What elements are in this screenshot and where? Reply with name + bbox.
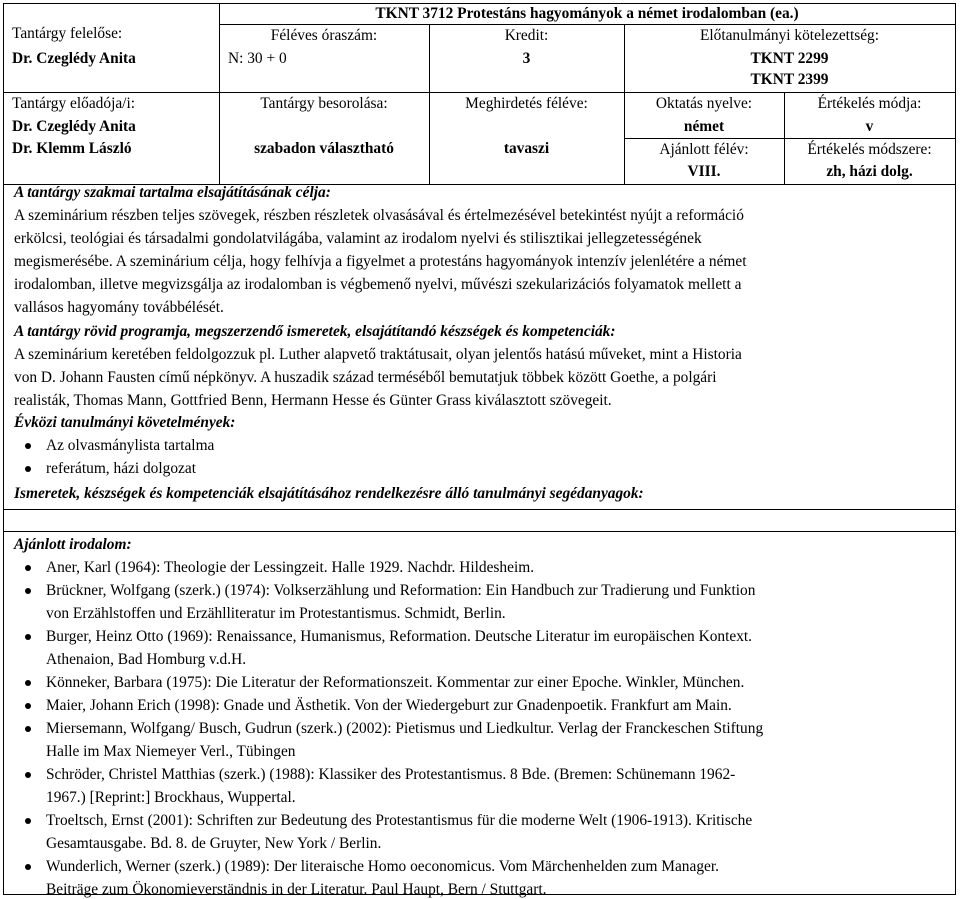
program-heading: A tantárgy rövid programja, megszerzendő ismeretek, elsajátítandó készségek és kompetenciák: xyxy=(14,323,616,340)
program-line: A szeminárium keretében feldolgozzuk pl. Luther alapvető traktátusait, olyan jelentős hatású műveket, mint a Historia xyxy=(14,346,742,363)
divider xyxy=(4,509,955,510)
bullet-icon xyxy=(25,818,31,824)
prereq-value: TKNT 2399 xyxy=(750,71,829,88)
bullet-icon xyxy=(25,634,31,640)
materials-section xyxy=(14,484,949,503)
divider xyxy=(4,531,955,532)
credit-label: Kredit: xyxy=(504,27,549,44)
bullet-icon xyxy=(25,772,31,778)
goal-section xyxy=(14,183,949,317)
bullet-icon xyxy=(25,466,31,472)
course-sheet xyxy=(3,3,956,898)
list-item: Burger, Heinz Otto (1969): Renaissance, Humanismus, Reformation. Deutsche Literatur im europäischen Kontext. Athenaion, Bad Homburg v.d.H. xyxy=(14,627,949,669)
recommended-label: Ajánlott félév: xyxy=(659,141,749,158)
list-item: Brückner, Wolfgang (szerk.) (1974): Volkserzählung und Reformation: Ein Handbuch zur Tradierung und Funktion von Erzählstoffen und Erzählliteratur im Protestantismus. Schmidt, Berlin. xyxy=(14,581,949,623)
list-item: Schröder, Christel Matthias (szerk.) (1988): Klassiker des Protestantismus. 8 Bde. (Bremen: Schünemann 1962- 1967.) [Reprint:] Brockhaus, Wuppertal. xyxy=(14,765,949,807)
bullet-icon xyxy=(25,565,31,571)
requirements-heading: Évközi tanulmányi követelmények: xyxy=(14,414,236,431)
list-item: Aner, Karl (1964): Theologie der Lessingzeit. Halle 1929. Nachdr. Hildesheim. xyxy=(14,558,949,577)
program-line: realisták, Thomas Mann, Gottfried Benn, Hermann Hesse és Günter Grass kiválasztott szövegeit. xyxy=(14,392,612,409)
divider xyxy=(624,138,955,139)
semester-label: Meghirdetés féléve: xyxy=(465,95,588,112)
goal-heading: A tantárgy szakmai tartalma elsajátításának célja: xyxy=(14,184,331,201)
materials-heading: Ismeretek, készségek és kompetenciák elsajátításához rendelkezésre álló tanulmányi segédanyagok: xyxy=(14,485,644,502)
responsible-name: Dr. Czeglédy Anita xyxy=(12,50,136,67)
program-line: von D. Johann Fausten című népkönyv. A huszadik század terméséből bemutatjuk többek között Goethe, a polgári xyxy=(14,369,717,386)
semester-value: tavaszi xyxy=(503,140,550,157)
bullet-icon xyxy=(25,864,31,870)
prereq-label: Előtanulmányi kötelezettség: xyxy=(699,27,880,44)
bullet-icon xyxy=(25,588,31,594)
list-item: referátum, házi dolgozat xyxy=(14,459,949,478)
goal-line: irodalomban, illetve megvizsgálja az irodalomban is végbemenő nyelvi, művészi szekularizációs folyamatok mellett a xyxy=(14,276,742,293)
list-item: Miersemann, Wolfgang/ Busch, Gudrun (szerk.) (2002): Pietismus und Liedkultur. Verlag der Franckeschen Stiftung Halle im Max Niemeyer Verl., Tübingen xyxy=(14,719,949,761)
goal-line: vallásos hagyomány továbbélését. xyxy=(14,299,224,316)
course-title: TKNT 3712 Protestáns hagyományok a német irodalomban (ea.) xyxy=(375,5,799,22)
bullet-icon xyxy=(25,680,31,686)
recommended-value: VIII. xyxy=(687,163,721,180)
course-header-table xyxy=(4,4,955,185)
bullet-icon xyxy=(25,443,31,449)
bullet-icon xyxy=(25,726,31,732)
literature-section xyxy=(14,535,949,899)
prereq-value: TKNT 2299 xyxy=(750,50,829,67)
lecturer-name: Dr. Klemm László xyxy=(12,140,132,157)
literature-list xyxy=(14,558,949,899)
divider xyxy=(219,24,955,25)
language-value: német xyxy=(683,118,725,135)
bullet-icon xyxy=(25,703,31,709)
list-item: Troeltsch, Ernst (2001): Schriften zur Bedeutung des Protestantismus für die moderne Welt (1906-1913). Kritische Gesamtausgabe. Bd. 8. de Gruyter, New York / Berlin. xyxy=(14,811,949,853)
goal-line: erkölcsi, teológiai és társadalmi gondolatvilágába, valamint az irodalom nyelvi és stilisztikai jellegzetességének xyxy=(14,230,702,247)
classification-label: Tantárgy besorolása: xyxy=(260,95,388,112)
lecturer-name: Dr. Czeglédy Anita xyxy=(12,118,136,135)
requirements-section xyxy=(14,413,949,478)
program-section xyxy=(14,322,949,410)
list-item: Wunderlich, Werner (szerk.) (1989): Der literaische Homo oeconomicus. Vom Märchenhelden zum Manager. Beiträge zum Ökonomieverständnis in der Literatur. Paul Haupt, Bern / Stuttgart. xyxy=(14,857,949,899)
goal-line: megismerésébe. A szeminárium célja, hogy felhívja a figyelmet a protestáns hagyományok intenzív jelenlétére a német xyxy=(14,253,747,270)
eval-method-value: zh, házi dolg. xyxy=(826,163,913,180)
hours-label: Féléves óraszám: xyxy=(270,27,378,44)
literature-heading: Ajánlott irodalom: xyxy=(14,536,132,553)
eval-mode-label: Értékelés módja: xyxy=(817,95,922,112)
responsible-label: Tantárgy felelőse: xyxy=(12,25,123,42)
goal-line: A szeminárium részben teljes szövegek, részben részletek olvasásával és értelmezésével betekintést nyújt a reformáció xyxy=(14,207,744,224)
list-item: Könneker, Barbara (1975): Die Literatur der Reformationszeit. Kommentar zur einer Epoche. Winkler, München. xyxy=(14,673,949,692)
requirements-list xyxy=(14,436,949,478)
lecturer-label: Tantárgy előadója/i: xyxy=(12,95,136,112)
classification-value: szabadon választható xyxy=(254,140,394,157)
eval-method-label: Értékelés módszere: xyxy=(807,141,932,158)
list-item: Az olvasmánylista tartalma xyxy=(14,436,949,455)
divider xyxy=(4,92,955,93)
eval-mode-value: v xyxy=(865,118,874,135)
language-label: Oktatás nyelve: xyxy=(655,95,753,112)
list-item: Maier, Johann Erich (1998): Gnade und Ästhetik. Von der Wiedergeburt zur Gnadenpoetik. Frankfurt am Main. xyxy=(14,696,949,715)
hours-value: N: 30 + 0 xyxy=(228,50,287,67)
credit-value: 3 xyxy=(522,50,531,67)
